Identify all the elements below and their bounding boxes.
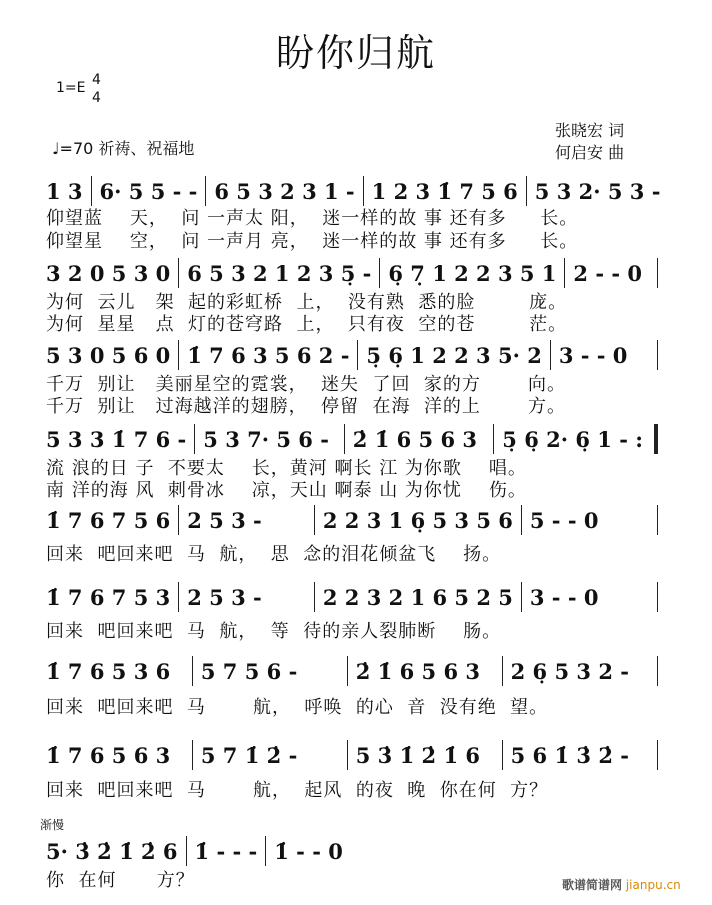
- measure: 1 2 3 1̇ 7 5 6: [363, 176, 526, 206]
- measure: 5̣ 6̣ 2· 6̣ 1 - :: [493, 424, 651, 454]
- measure: 3 2 0 5 3 0: [46, 260, 171, 286]
- barline: [657, 340, 659, 370]
- measure: 5 3̇ 1̇ 2̇ 1̇ 6: [347, 740, 502, 770]
- measure: 1̇ 7 6 5 6 3: [46, 742, 171, 768]
- measure: 1̇ 7 6 3 5 6 2 -: [178, 340, 357, 370]
- measure: 1̇ - - -: [186, 836, 266, 866]
- measure: 5 3 0 5 6 0: [46, 342, 171, 368]
- tempo-expression: 祈祷、祝福地: [98, 139, 195, 158]
- measure: 5 7 5 6 -: [192, 656, 347, 686]
- notation-row: [44, 424, 658, 454]
- lyric-line: 回来 吧回来吧 马 航， 等 待的亲人裂肺断 肠。: [46, 621, 502, 642]
- measure: 2 5 3 -: [178, 505, 314, 535]
- measure: 5 7 1̇ 2̇ -: [192, 740, 347, 770]
- lyricist: 张晓宏 词: [555, 121, 625, 140]
- measure: 2 6̣ 5 3 2 -: [502, 656, 657, 686]
- tempo-mark: ♩=70: [52, 139, 94, 158]
- measure: 2 - - 0: [564, 258, 656, 288]
- measure: 1̇ - - 0: [265, 836, 351, 866]
- measure: 5 3 3 1̇ 7 6 -: [46, 426, 187, 452]
- notation-row: [44, 582, 658, 612]
- measure: 2 2 3 1 6̣ 5 3 5 6: [314, 505, 521, 535]
- barline: [657, 582, 659, 612]
- measure: 5 6 1̇ 3̇ 2̇ -: [502, 740, 657, 770]
- measure: 2̇ 1̇ 6 5 6 3: [347, 656, 502, 686]
- lyric-line: 千万 别让 美丽星空的霓裳， 迷失 了回 家的方 向。: [46, 374, 566, 395]
- watermark-site: jianpu.cn: [625, 878, 681, 892]
- measure: 2 5 3 -: [178, 582, 314, 612]
- pickup-measure: 1 3: [46, 178, 83, 204]
- final-barline: [654, 424, 658, 454]
- lyric-line: 仰望蓝 天， 问 一声太 阳， 迷一样的故 事 还有多 长。: [46, 208, 579, 229]
- measure: 1̇ 7 6 7 5 6: [46, 507, 171, 533]
- barline: [657, 656, 659, 686]
- measure: 6· 5 5 - -: [91, 176, 206, 206]
- measure: 3 - - 0: [521, 582, 657, 612]
- watermark: [562, 876, 681, 893]
- lyric-line: 南 洋的海 风 刺骨冰 凉，天山 啊泰 山 为你忧 伤。: [46, 480, 527, 501]
- tempo-marking: [52, 136, 194, 159]
- measure: 5 - - 0: [521, 505, 657, 535]
- key-signature: 1=E: [56, 80, 86, 96]
- measure: 5· 3̇ 2̇ 1̇ 2̇ 6: [46, 838, 178, 864]
- notation-row: [44, 740, 658, 770]
- song-title: 盼你归航: [275, 31, 436, 75]
- lyric-line: 千万 别让 过海越洋的翅膀， 停留 在海 洋的上 方。: [46, 396, 566, 417]
- measure: 2 2 3 2 1 6 5 2 5: [314, 582, 521, 612]
- watermark-text: 歌谱简谱网: [562, 878, 623, 892]
- lyric-line: 回来 吧回来吧 马 航， 呼唤 的心 音 没有绝 望。: [46, 697, 549, 718]
- notation-row: [44, 258, 658, 288]
- lyric-line: 回来 吧回来吧 马 航， 起风 的夜 晚 你在何 方？: [46, 780, 549, 801]
- composer: 何启安 曲: [555, 143, 625, 162]
- notation-row: [44, 656, 658, 686]
- measure: 1̇ 7 6 7 5 3: [46, 584, 171, 610]
- notation-row: [44, 340, 658, 370]
- barline: [657, 258, 659, 288]
- barline: [657, 740, 659, 770]
- measure: 2̇ 1̇ 6 5 6 3: [344, 424, 494, 454]
- lyric-line: 你 在何 方？: [46, 870, 195, 891]
- lyric-line: 回来 吧回来吧 马 航， 思 念的泪花倾盆飞 扬。: [46, 544, 502, 565]
- notation-row: [44, 505, 658, 535]
- measure: 5̣ 6̣ 1 2 2 3 5· 2: [357, 340, 549, 370]
- time-signature-bottom: 4: [92, 90, 101, 106]
- measure: 5 3 7· 5 6 -: [194, 424, 344, 454]
- lyric-line: 流 浪的日 子 不要太 长，黄河 啊长 江 为你歌 唱。: [46, 458, 527, 479]
- lyric-line: 仰望星 空， 问 一声月 亮， 迷一样的故 事 还有多 长。: [46, 231, 579, 252]
- barline: [657, 505, 659, 535]
- lyric-line: 为何 星星 点 灯的苍穹路 上， 只有夜 空的苍 茫。: [46, 314, 568, 335]
- notation-row: [44, 836, 344, 866]
- measure: 6 5 3 2 1 2 3 5̣ -: [178, 258, 379, 288]
- time-signature-top: 4: [92, 72, 101, 88]
- credits: [555, 120, 624, 164]
- notation-row: [44, 176, 661, 206]
- lyric-line: 为何 云儿 架 起的彩虹桥 上， 没有熟 悉的脸 庞。: [46, 292, 568, 313]
- measure: 6 5 3 2 3 1 -: [205, 176, 362, 206]
- tempo-change: 渐慢: [40, 818, 65, 832]
- measure: 1̇ 7 6 5 3 6: [46, 658, 171, 684]
- measure: 6̣ 7̣ 1 2 2 3 5 1: [379, 258, 564, 288]
- measure: 5 3 2· 5 3 -: [526, 176, 669, 206]
- measure: 3 - - 0: [550, 340, 657, 370]
